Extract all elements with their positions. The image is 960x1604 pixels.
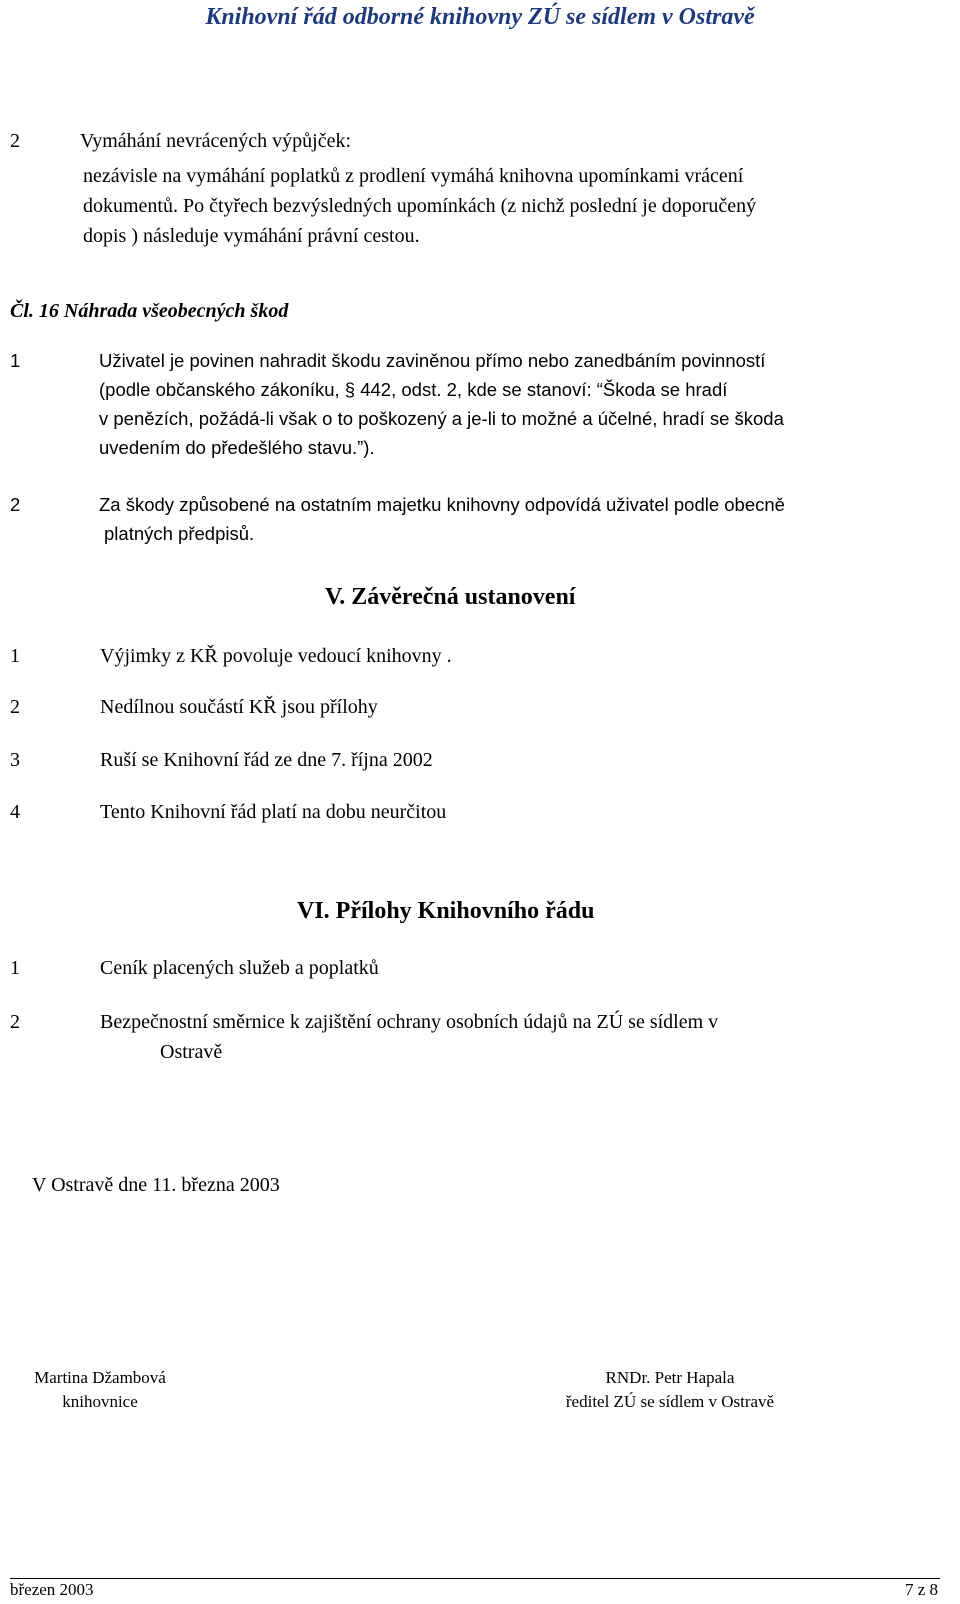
text-line: dokumentů. Po čtyřech bezvýsledných upomínkách (z nichž poslední je doporučený bbox=[83, 195, 757, 217]
text-line: platných předpisů. bbox=[104, 523, 255, 544]
final-item: Nedílnou součástí KŘ jsou přílohy bbox=[100, 696, 378, 718]
date-line: V Ostravě dne 11. března 2003 bbox=[32, 1174, 280, 1196]
recovery-paragraph bbox=[83, 161, 863, 251]
signatory-name: Martina Džambová bbox=[34, 1368, 166, 1387]
final-item: Výjimky z KŘ povoluje vedoucí knihovny . bbox=[100, 645, 452, 667]
attachment-item: Ceník placených služeb a poplatků bbox=[100, 957, 379, 979]
text-line: Ostravě bbox=[160, 1041, 223, 1063]
text-line: nezávisle na vymáhání poplatků z prodlení vymáhá knihovna upomínkami vrácení bbox=[83, 165, 744, 187]
item-number: 2 bbox=[10, 130, 20, 152]
section-heading: VI. Přílohy Knihovního řádu bbox=[297, 898, 595, 924]
item-number: 1 bbox=[10, 957, 20, 979]
text-line: dopis ) následuje vymáhání právní cestou. bbox=[83, 225, 420, 247]
article-item bbox=[99, 346, 937, 462]
item-number: 2 bbox=[10, 494, 21, 515]
item-number: 4 bbox=[10, 801, 20, 823]
signatory-name: RNDr. Petr Hapala bbox=[605, 1368, 735, 1387]
text-line: Za škody způsobené na ostatním majetku knihovny odpovídá uživatel podle obecně bbox=[99, 494, 785, 515]
signature-left bbox=[10, 1366, 190, 1414]
section-heading: V. Závěrečná ustanovení bbox=[325, 584, 576, 610]
page-number: 7 z 8 bbox=[904, 1580, 938, 1599]
text-line: v penězích, požádá-li však o to poškozený a je-li to možné a účelné, hradí se škoda bbox=[99, 408, 784, 429]
signature-right bbox=[540, 1366, 800, 1414]
footer-date: březen 2003 bbox=[10, 1580, 94, 1599]
article-title: Čl. 16 Náhrada všeobecných škod bbox=[10, 300, 289, 322]
final-item: Tento Knihovní řád platí na dobu neurčitou bbox=[100, 801, 447, 823]
article-item bbox=[99, 490, 937, 548]
text-line: Uživatel je povinen nahradit škodu zaviněnou přímo nebo zanedbáním povinností bbox=[99, 350, 766, 371]
attachment-item bbox=[100, 1007, 936, 1067]
document-header: Knihovní řád odborné knihovny ZÚ se sídlem v Ostravě bbox=[205, 4, 755, 30]
final-item: Ruší se Knihovní řád ze dne 7. října 2002 bbox=[100, 749, 433, 771]
item-number: 1 bbox=[10, 350, 21, 371]
item-number: 3 bbox=[10, 749, 20, 771]
text-line: Bezpečnostní směrnice k zajištění ochrany osobních údajů na ZÚ se sídlem v bbox=[100, 1011, 719, 1033]
item-number: 2 bbox=[10, 1011, 20, 1033]
text-line: uvedením do předešlého stavu.”). bbox=[99, 437, 375, 458]
item-number: 1 bbox=[10, 645, 20, 667]
footer-divider bbox=[10, 1578, 940, 1579]
signatory-role: ředitel ZÚ se sídlem v Ostravě bbox=[565, 1392, 775, 1411]
text-line: (podle občanského zákoníku, § 442, odst. 2, kde se stanoví: “Škoda se hradí bbox=[99, 379, 728, 400]
recovery-title: Vymáhání nevrácených výpůjček: bbox=[80, 130, 352, 152]
signatory-role: knihovnice bbox=[62, 1392, 138, 1411]
item-number: 2 bbox=[10, 696, 20, 718]
